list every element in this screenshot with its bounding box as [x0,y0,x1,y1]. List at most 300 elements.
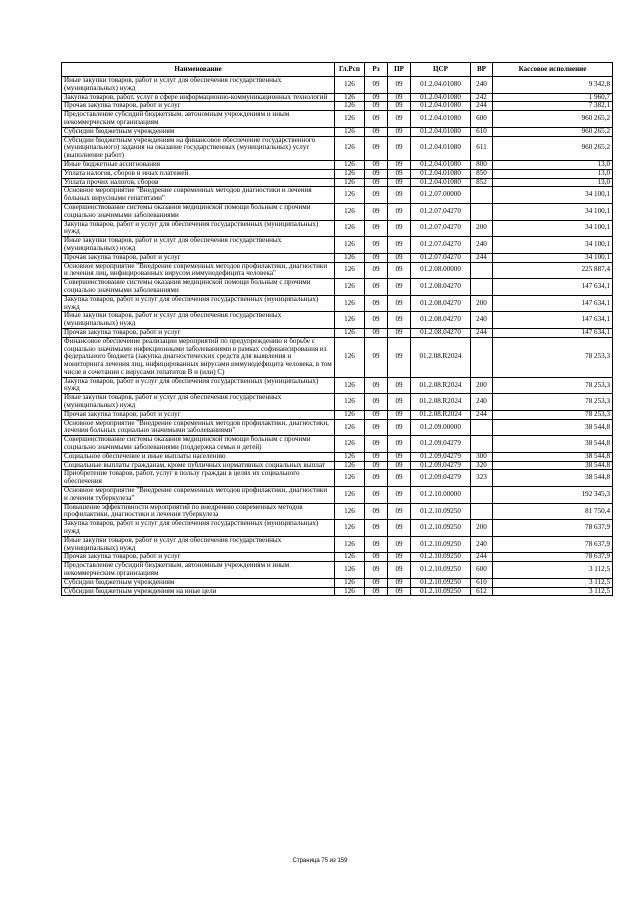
cell-pr: 09 [388,487,411,504]
cell-glrsp: 126 [335,178,365,187]
cell-name: Иные закупки товаров, работ и услуг для обеспечения государственных (муниципальных) нужд [62,394,335,411]
cell-csr: 01.2.08.R2024 [411,410,471,419]
cell-glrsp: 126 [335,461,365,470]
cell-pr: 09 [388,503,411,520]
cell-name: Иные закупки товаров, работ и услуг для обеспечения государственных (муниципальных) нужд [62,237,335,254]
cell-pr: 09 [388,102,411,111]
cell-execution: 225 887,4 [493,262,613,279]
cell-execution: 3 112,5 [493,562,613,579]
cell-rz: 09 [365,470,388,487]
cell-pr: 09 [388,253,411,262]
table-row [62,419,613,436]
cell-vr: 600 [471,111,493,128]
cell-vr: 200 [471,220,493,237]
cell-pr: 09 [388,295,411,312]
cell-rz: 09 [365,503,388,520]
cell-csr: 01.2.04.01080 [411,111,471,128]
cell-vr: 852 [471,178,493,187]
cell-csr: 01.2.07.04270 [411,237,471,254]
cell-name: Закупка товаров, работ и услуг для обеспечения государственных (муниципальных) нужд [62,220,335,237]
table-row [62,410,613,419]
cell-rz: 09 [365,187,388,204]
table-row [62,178,613,187]
cell-execution: 78 637,9 [493,520,613,537]
cell-glrsp: 126 [335,111,365,128]
header-csr: ЦСР [411,63,471,77]
cell-execution: 960 265,2 [493,111,613,128]
cell-execution: 7 382,1 [493,102,613,111]
table-row [62,377,613,394]
cell-glrsp: 126 [335,587,365,596]
cell-vr: 300 [471,452,493,461]
cell-rz: 09 [365,578,388,587]
cell-glrsp: 126 [335,136,365,160]
cell-rz: 09 [365,237,388,254]
cell-rz: 09 [365,93,388,102]
cell-glrsp: 126 [335,237,365,254]
header-vr: ВР [471,63,493,77]
cell-vr [471,203,493,220]
cell-csr: 01.2.08.R2024 [411,394,471,411]
cell-glrsp: 126 [335,187,365,204]
cell-glrsp: 126 [335,279,365,296]
cell-execution: 3 112,5 [493,587,613,596]
cell-name: Основное мероприятие "Внедрение современных методов профилактики, диагностики и лечения лиц, инфицированных вирусом иммунодефицита человека" [62,262,335,279]
table-row [62,102,613,111]
cell-csr: 01.2.08.04270 [411,295,471,312]
cell-glrsp: 126 [335,419,365,436]
cell-csr: 01.2.10.09250 [411,536,471,553]
cell-execution: 38 544,8 [493,470,613,487]
cell-pr: 09 [388,520,411,537]
cell-pr: 09 [388,337,411,377]
cell-csr: 01.2.09.04279 [411,461,471,470]
cell-glrsp: 126 [335,337,365,377]
cell-name: Совершенствование системы оказания медицинской помощи больным с прочими социально значимыми заболеваниями [62,279,335,296]
cell-csr: 01.2.04.01080 [411,136,471,160]
cell-glrsp: 126 [335,220,365,237]
table-row [62,187,613,204]
cell-rz: 09 [365,136,388,160]
cell-glrsp: 126 [335,578,365,587]
cell-pr: 09 [388,587,411,596]
header-rz: Рз [365,63,388,77]
table-row [62,160,613,169]
cell-glrsp: 126 [335,377,365,394]
cell-vr [471,419,493,436]
table-row [62,136,613,160]
cell-pr: 09 [388,312,411,329]
header-pr: ПР [388,63,411,77]
cell-name: Прочая закупка товаров, работ и услуг [62,553,335,562]
cell-rz: 09 [365,337,388,377]
cell-execution: 13,0 [493,169,613,178]
table-row [62,520,613,537]
cell-pr: 09 [388,394,411,411]
cell-name: Совершенствование системы оказания медицинской помощи больным с прочими социально значимыми заболеваниями [62,203,335,220]
cell-glrsp: 126 [335,169,365,178]
table-row [62,220,613,237]
cell-pr: 09 [388,262,411,279]
cell-csr: 01.2.07.04270 [411,220,471,237]
table-row [62,487,613,504]
cell-csr: 01.2.07.04270 [411,253,471,262]
cell-pr: 09 [388,553,411,562]
cell-glrsp: 126 [335,536,365,553]
cell-rz: 09 [365,377,388,394]
cell-execution: 78 637,9 [493,536,613,553]
table-row [62,237,613,254]
cell-execution: 38 544,8 [493,419,613,436]
cell-vr [471,337,493,377]
cell-csr: 01.2.04.01080 [411,160,471,169]
cell-rz: 09 [365,220,388,237]
cell-glrsp: 126 [335,203,365,220]
cell-pr: 09 [388,77,411,94]
cell-rz: 09 [365,410,388,419]
cell-name: Прочая закупка товаров, работ и услуг [62,102,335,111]
table-row [62,127,613,136]
cell-execution: 78 637,9 [493,553,613,562]
cell-vr [471,487,493,504]
cell-glrsp: 126 [335,93,365,102]
cell-pr: 09 [388,328,411,337]
cell-execution: 3 112,5 [493,578,613,587]
header-name: Наименование [62,63,335,77]
cell-csr: 01.2.10.09250 [411,562,471,579]
cell-name: Закупка товаров, работ и услуг для обеспечения государственных (муниципальных) нужд [62,520,335,537]
cell-pr: 09 [388,410,411,419]
cell-name: Закупка товаров, работ и услуг для обеспечения государственных (муниципальных) нужд [62,295,335,312]
cell-csr: 01.2.08.00000 [411,262,471,279]
cell-csr: 01.2.09.00000 [411,419,471,436]
cell-csr: 01.2.08.04270 [411,328,471,337]
table-row [62,253,613,262]
cell-rz: 09 [365,553,388,562]
cell-name: Повышение эффективности мероприятий по внедрению современных методов профилактики, диагностики и лечения туберкулеза [62,503,335,520]
cell-execution: 34 100,1 [493,220,613,237]
cell-execution: 34 100,1 [493,237,613,254]
cell-execution: 13,0 [493,178,613,187]
cell-name: Субсидии бюджетным учреждениям [62,578,335,587]
cell-vr [471,436,493,453]
cell-glrsp: 126 [335,312,365,329]
cell-name: Основное мероприятие "Внедрение современных методов профилактики, диагностики, лечения больных социально значимыми заболеваниями" [62,419,335,436]
cell-rz: 09 [365,160,388,169]
cell-name: Иные бюджетные ассигнования [62,160,335,169]
cell-execution: 13,0 [493,160,613,169]
table-row [62,203,613,220]
cell-pr: 09 [388,436,411,453]
cell-pr: 09 [388,160,411,169]
cell-csr: 01.2.10.00000 [411,487,471,504]
cell-glrsp: 126 [335,102,365,111]
cell-pr: 09 [388,220,411,237]
cell-name: Закупка товаров, работ, услуг в сфере информационно-коммуникационных технологий [62,93,335,102]
table-row [62,77,613,94]
cell-name: Приобретение товаров, работ, услуг в пользу граждан в целях их социального обеспечения [62,470,335,487]
cell-vr: 200 [471,295,493,312]
cell-name: Иные закупки товаров, работ и услуг для обеспечения государственных (муниципальных) нужд [62,536,335,553]
cell-csr: 01.2.10.09250 [411,520,471,537]
cell-csr: 01.2.09.04279 [411,470,471,487]
cell-vr [471,262,493,279]
cell-execution: 38 544,8 [493,452,613,461]
cell-vr: 244 [471,553,493,562]
cell-execution: 147 634,1 [493,295,613,312]
cell-execution: 960 265,2 [493,136,613,160]
cell-pr: 09 [388,178,411,187]
cell-pr: 09 [388,578,411,587]
cell-name: Предоставление субсидий бюджетным, автономным учреждениям и иным некоммерческим организациям [62,111,335,128]
cell-rz: 09 [365,77,388,94]
table-row [62,553,613,562]
cell-vr: 600 [471,562,493,579]
cell-glrsp: 126 [335,160,365,169]
cell-rz: 09 [365,127,388,136]
cell-execution: 78 253,3 [493,377,613,394]
cell-vr: 800 [471,160,493,169]
cell-glrsp: 126 [335,410,365,419]
table-row [62,461,613,470]
cell-csr: 01.2.10.09250 [411,553,471,562]
cell-glrsp: 126 [335,262,365,279]
cell-rz: 09 [365,436,388,453]
cell-rz: 09 [365,452,388,461]
cell-vr: 200 [471,520,493,537]
cell-rz: 09 [365,520,388,537]
cell-pr: 09 [388,111,411,128]
cell-glrsp: 126 [335,127,365,136]
cell-execution: 38 544,8 [493,436,613,453]
table-row [62,337,613,377]
cell-pr: 09 [388,377,411,394]
cell-vr: 320 [471,461,493,470]
cell-execution: 34 100,1 [493,203,613,220]
cell-glrsp: 126 [335,452,365,461]
cell-csr: 01.2.04.01080 [411,93,471,102]
cell-pr: 09 [388,187,411,204]
cell-execution: 960 265,2 [493,127,613,136]
cell-rz: 09 [365,102,388,111]
cell-vr: 610 [471,127,493,136]
table-row [62,587,613,596]
cell-pr: 09 [388,536,411,553]
cell-csr: 01.2.04.01080 [411,169,471,178]
cell-rz: 09 [365,536,388,553]
cell-csr: 01.2.04.01080 [411,102,471,111]
cell-rz: 09 [365,487,388,504]
table-row [62,436,613,453]
cell-name: Финансовое обеспечение реализации мероприятий по предупреждению и борьбе с социально значимыми инфекционными заболеваниями в рамках софинансирования из федерального бюджета (закупка диагностических средств для выявления и мониторинга лечения лиц, инфицированных вирусами иммунодефицита человека, в том числе в сочетании с вирусами гепатитов В и (или) С) [62,337,335,377]
table-row [62,503,613,520]
cell-name: Совершенствование системы оказания медицинской помощи больным с прочими социально значимыми заболеваниями (поддержка семьи и детей) [62,436,335,453]
cell-pr: 09 [388,279,411,296]
cell-rz: 09 [365,279,388,296]
cell-vr: 244 [471,328,493,337]
cell-glrsp: 126 [335,520,365,537]
table-row [62,578,613,587]
cell-csr: 01.2.04.01080 [411,77,471,94]
cell-name: Субсидии бюджетным учреждениям на финансовое обеспечение государственного (муниципального) задания на оказание государственных (муниципальных) услуг (выполнение работ) [62,136,335,160]
cell-vr: 240 [471,312,493,329]
cell-pr: 09 [388,136,411,160]
cell-execution: 81 750,4 [493,503,613,520]
cell-pr: 09 [388,93,411,102]
cell-execution: 192 345,3 [493,487,613,504]
cell-execution: 78 253,3 [493,394,613,411]
cell-csr: 01.2.04.01080 [411,178,471,187]
cell-name: Прочая закупка товаров, работ и услуг [62,253,335,262]
cell-csr: 01.2.10.09250 [411,578,471,587]
cell-name: Закупка товаров, работ и услуг для обеспечения государственных (муниципальных) нужд [62,377,335,394]
cell-execution: 147 634,1 [493,328,613,337]
page-number: Страница 75 из 159 [292,858,348,864]
cell-pr: 09 [388,470,411,487]
cell-name: Уплата прочих налогов, сборов [62,178,335,187]
cell-execution: 9 342,8 [493,77,613,94]
cell-vr [471,279,493,296]
cell-execution: 78 253,3 [493,410,613,419]
header-glrsp: Гл.Рсп [335,63,365,77]
table-row [62,536,613,553]
cell-name: Уплата налогов, сборов и иных платежей [62,169,335,178]
header-execution: Кассовое исполнение [493,63,613,77]
table-row [62,470,613,487]
cell-glrsp: 126 [335,562,365,579]
cell-vr: 200 [471,377,493,394]
cell-name: Прочая закупка товаров, работ и услуг [62,410,335,419]
cell-vr: 242 [471,93,493,102]
cell-glrsp: 126 [335,394,365,411]
cell-csr: 01.2.08.04270 [411,312,471,329]
cell-vr: 323 [471,470,493,487]
cell-csr: 01.2.10.09250 [411,503,471,520]
cell-csr: 01.2.07.04270 [411,203,471,220]
cell-name: Иные закупки товаров, работ и услуг для обеспечения государственных (муниципальных) нужд [62,312,335,329]
cell-execution: 147 634,1 [493,312,613,329]
cell-name: Предоставление субсидий бюджетным, автономным учреждениям и иным некоммерческим организациям [62,562,335,579]
cell-execution: 38 544,8 [493,461,613,470]
cell-rz: 09 [365,262,388,279]
cell-rz: 09 [365,178,388,187]
cell-csr: 01.2.08.R2024 [411,337,471,377]
cell-vr: 611 [471,136,493,160]
table-row [62,452,613,461]
cell-glrsp: 126 [335,470,365,487]
cell-vr [471,503,493,520]
cell-vr: 244 [471,253,493,262]
cell-rz: 09 [365,562,388,579]
cell-name: Прочая закупка товаров, работ и услуг [62,328,335,337]
cell-vr: 244 [471,102,493,111]
cell-glrsp: 126 [335,253,365,262]
cell-rz: 09 [365,169,388,178]
table-row [62,312,613,329]
cell-pr: 09 [388,169,411,178]
cell-rz: 09 [365,328,388,337]
cell-vr: 850 [471,169,493,178]
cell-name: Социальное обеспечение и иные выплаты населению [62,452,335,461]
cell-csr: 01.2.04.01080 [411,127,471,136]
document-page [61,62,612,596]
cell-pr: 09 [388,461,411,470]
cell-vr: 240 [471,237,493,254]
cell-vr: 244 [471,410,493,419]
table-row [62,562,613,579]
cell-vr: 610 [471,578,493,587]
cell-name: Основное мероприятие "Внедрение современных методов диагностики и лечения больных вирусными гепатитами" [62,187,335,204]
cell-name: Социальные выплаты гражданам, кроме публичных нормативных социальных выплат [62,461,335,470]
cell-pr: 09 [388,127,411,136]
cell-execution: 1 960,7 [493,93,613,102]
cell-pr: 09 [388,419,411,436]
cell-name: Субсидии бюджетным учреждениям [62,127,335,136]
cell-csr: 01.2.09.04279 [411,436,471,453]
table-row [62,279,613,296]
cell-pr: 09 [388,562,411,579]
table-row [62,394,613,411]
cell-rz: 09 [365,111,388,128]
budget-table [61,62,613,596]
cell-vr: 240 [471,77,493,94]
cell-glrsp: 126 [335,328,365,337]
cell-glrsp: 126 [335,295,365,312]
cell-glrsp: 126 [335,77,365,94]
table-row [62,262,613,279]
table-body [62,77,613,596]
cell-glrsp: 126 [335,503,365,520]
cell-rz: 09 [365,461,388,470]
cell-rz: 09 [365,295,388,312]
cell-name: Основное мероприятие "Внедрение современных методов профилактики, диагностики и лечения туберкулеза" [62,487,335,504]
cell-rz: 09 [365,253,388,262]
cell-rz: 09 [365,394,388,411]
cell-execution: 78 253,3 [493,337,613,377]
cell-csr: 01.2.08.04270 [411,279,471,296]
cell-execution: 147 634,1 [493,279,613,296]
cell-vr: 612 [471,587,493,596]
cell-vr [471,187,493,204]
cell-csr: 01.2.09.04279 [411,452,471,461]
cell-pr: 09 [388,203,411,220]
table-row [62,93,613,102]
cell-execution: 34 100,1 [493,187,613,204]
cell-glrsp: 126 [335,436,365,453]
cell-vr: 240 [471,536,493,553]
cell-csr: 01.2.10.09250 [411,587,471,596]
cell-name: Иные закупки товаров, работ и услуг для обеспечения государственных (муниципальных) нужд [62,77,335,94]
table-header-row [62,63,613,77]
cell-glrsp: 126 [335,553,365,562]
table-row [62,295,613,312]
cell-rz: 09 [365,312,388,329]
cell-rz: 09 [365,587,388,596]
cell-rz: 09 [365,419,388,436]
cell-rz: 09 [365,203,388,220]
cell-execution: 34 100,1 [493,253,613,262]
cell-csr: 01.2.08.R2024 [411,377,471,394]
table-row [62,169,613,178]
cell-glrsp: 126 [335,487,365,504]
table-row [62,328,613,337]
cell-pr: 09 [388,452,411,461]
cell-csr: 01.2.07.00000 [411,187,471,204]
table-row [62,111,613,128]
cell-name: Субсидии бюджетным учреждениям на иные цели [62,587,335,596]
cell-pr: 09 [388,237,411,254]
cell-vr: 240 [471,394,493,411]
